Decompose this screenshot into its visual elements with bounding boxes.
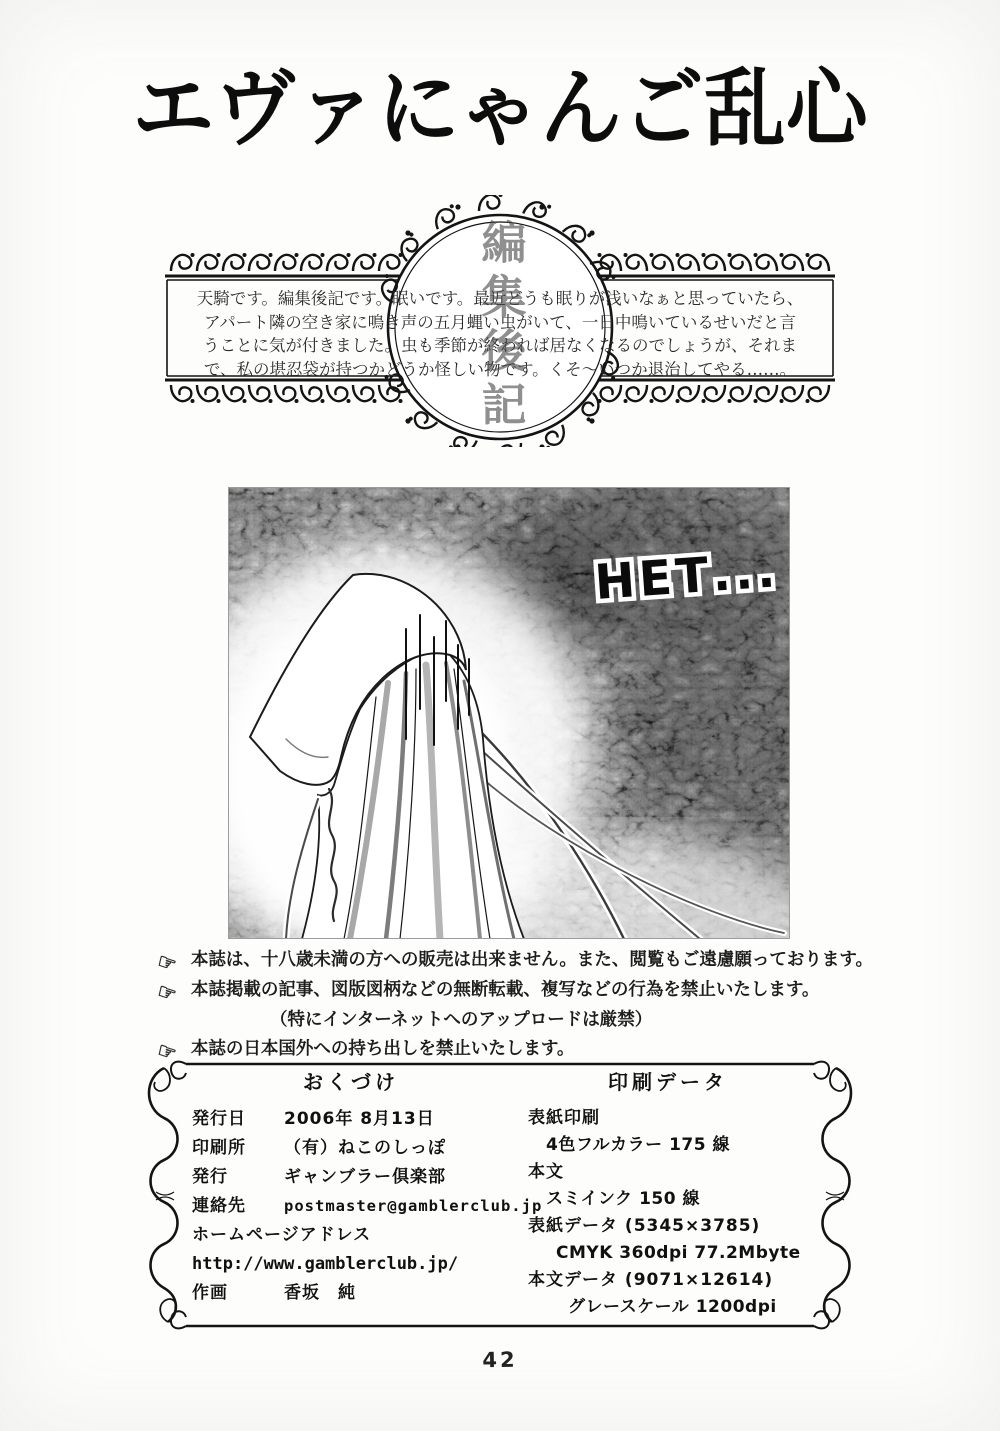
afterword-frame	[165, 195, 835, 447]
row-label: 印刷所	[192, 1138, 246, 1158]
print-row-value: CMYK 360dpi 77.2Mbyte	[556, 1243, 801, 1263]
pointing-hand-icon: ☞	[154, 977, 180, 1008]
print-row-label: 表紙印刷	[528, 1108, 600, 1128]
print-row-value: グレースケール 1200dpi	[568, 1297, 777, 1317]
pointing-hand-icon: ☞	[154, 1036, 180, 1067]
notice-item	[154, 947, 878, 978]
colophon-right-column	[528, 1066, 808, 1321]
page-title: エヴァにゃんご乱心	[132, 59, 868, 159]
homepage-label: ホームページアドレス	[192, 1225, 372, 1245]
notice-subtext: （特にインターネットへのアップロードは厳禁）	[270, 1010, 653, 1030]
afterword-medallion-label: 編集後記	[473, 219, 527, 435]
print-row-value: スミインク 150 線	[546, 1189, 700, 1209]
print-row-label: 本文データ (9071×12614)	[528, 1270, 774, 1290]
row-label: 発行	[192, 1167, 228, 1187]
row-label: 連絡先	[192, 1196, 246, 1216]
panel-caption: НЕТ...	[592, 542, 781, 611]
colophon-row	[192, 1134, 510, 1163]
contact-email: postmaster@gamblerclub.jp	[284, 1197, 543, 1215]
colophon-row	[192, 1163, 510, 1192]
homepage-url: http://www.gamblerclub.jp/	[192, 1254, 459, 1274]
row-value: ギャンブラー倶楽部	[284, 1167, 446, 1187]
colophon-content	[192, 1066, 808, 1321]
notice-text: 本誌は、十八歳未満の方への販売は出来ません。また、閲覧もご遠慮願っております。	[190, 950, 873, 970]
scroll-flourish-left	[149, 1068, 178, 1322]
print-row-value: 4色フルカラー 175 線	[546, 1135, 730, 1155]
afterword-line: うことに気が付きました。虫も季節が終われば居なくなるのでしょうが、それま	[203, 336, 797, 355]
afterword-line: 天騎です。編集後記です。眠いです。最近どうも眠りが浅いなぁと思っていたら、	[196, 289, 804, 308]
afterword-line: アパート隣の空き家に鳴き声の五月蝿い虫がいて、一日中鳴いているせいだと言	[204, 312, 796, 332]
colophon-right-heading: 印刷データ	[608, 1070, 728, 1094]
notice-item	[154, 977, 878, 1008]
manga-panel-art	[228, 487, 790, 939]
print-row-label: 本文	[528, 1162, 564, 1182]
pointing-hand-icon: ☞	[154, 947, 180, 978]
artist-name: 香坂 純	[284, 1283, 356, 1303]
colophon-left-heading: おくづけ	[303, 1070, 399, 1094]
colophon-row	[192, 1105, 510, 1134]
row-label: 発行日	[192, 1109, 246, 1129]
scroll-flourish-right	[823, 1068, 852, 1322]
colophon-box	[130, 1048, 870, 1340]
colophon-left-column	[192, 1066, 543, 1321]
page-number: 42	[482, 1347, 518, 1373]
print-row-label: 表紙データ (5345×3785)	[528, 1216, 761, 1236]
row-value: 2006年 8月13日	[284, 1109, 435, 1129]
row-value: （有）ねこのしっぽ	[284, 1138, 446, 1158]
notice-text: 本誌の日本国外への持ち出しを禁止いたします。	[190, 1038, 575, 1059]
manga-panel	[228, 487, 790, 939]
notice-text: 本誌掲載の記事、図版図柄などの無断転載、複写などの行為を禁止いたします。	[190, 980, 820, 1000]
afterword-line: で、私の堪忍袋が持つかどうか怪しい物です。くそ〜いつか退治してやる……。	[203, 359, 797, 379]
colophon-row	[192, 1279, 510, 1308]
row-label: 作画	[192, 1283, 228, 1303]
colophon-row	[192, 1192, 543, 1221]
